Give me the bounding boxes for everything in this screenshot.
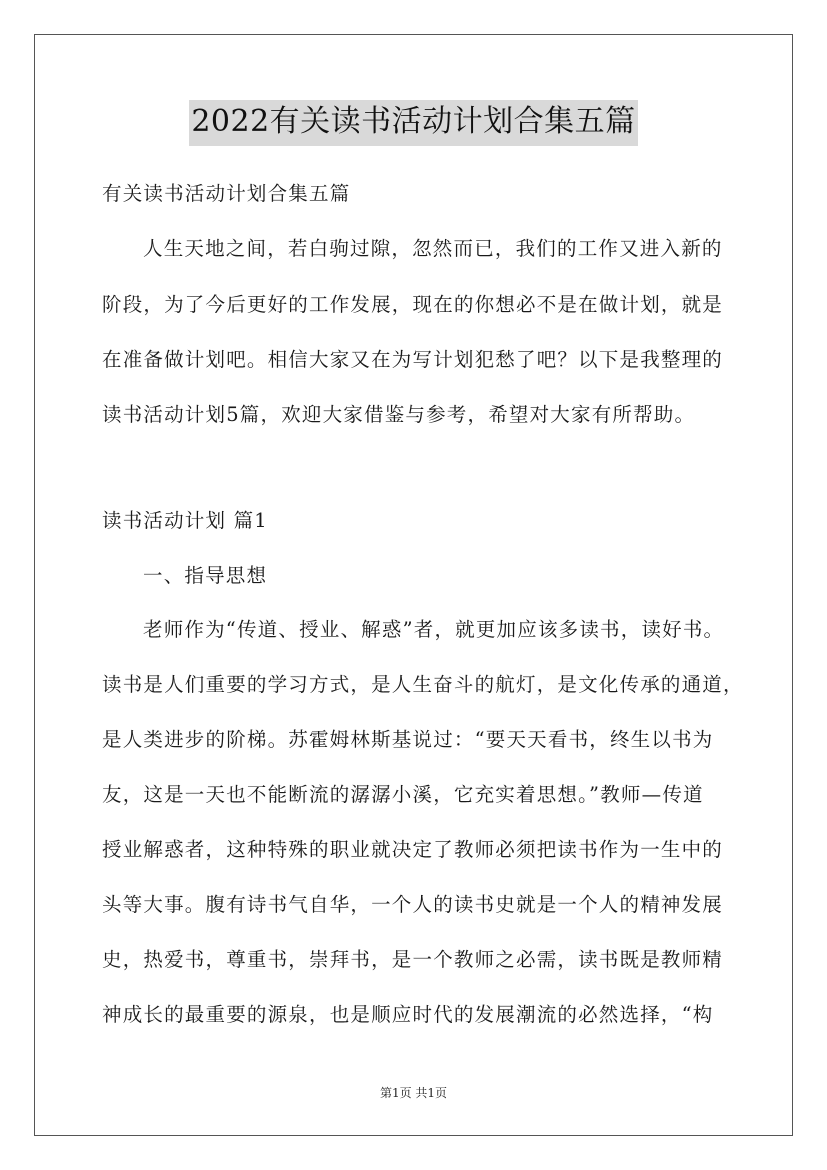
section-heading: 读书活动计划 篇1 [102,509,268,532]
intro-line-2: 阶段，为了今后更好的工作发展，现在的你想必不是在做计划，就是 [102,293,724,316]
body-line-3: 是人类进步的阶梯。苏霍姆林斯基说过：“要天天看书，终生以书为 [102,728,714,751]
sub-heading: 一、指导思想 [143,564,268,587]
body-line-6: 头等大事。腹有诗书气自华，一个人的读书史就是一个人的精神发展 [102,893,724,916]
body-line-5: 授业解惑者，这种特殊的职业就决定了教师必须把读书作为一生中的 [102,838,724,861]
intro-line-1: 人生天地之间，若白驹过隙，忽然而已，我们的工作又进入新的 [143,237,723,260]
document-subtitle: 有关读书活动计划合集五篇 [102,182,351,205]
intro-line-3: 在准备做计划吧。相信大家又在为写计划犯愁了吧？以下是我整理的 [102,348,724,371]
intro-line-4: 读书活动计划5篇，欢迎大家借鉴与参考，希望对大家有所帮助。 [102,403,696,426]
page-number-footer: 第1页 共1页 [379,1086,448,1100]
body-line-8: 神成长的最重要的源泉，也是顺应时代的发展潮流的必然选择，“构 [102,1003,714,1026]
body-line-4: 友，这是一天也不能断流的潺潺小溪，它充实着思想。”教师—传道 [102,783,704,806]
document-title: 2022有关读书活动计划合集五篇 [189,100,637,146]
body-line-7: 史，热爱书，尊重书，崇拜书，是一个教师之必需，读书既是教师精 [102,948,724,971]
body-line-1: 老师作为“传道、授业、解惑”者，就更加应该多读书，读好书。 [143,618,725,641]
body-line-2: 读书是人们重要的学习方式，是人生奋斗的航灯，是文化传承的通道， [102,673,744,696]
title-area [0,100,827,146]
